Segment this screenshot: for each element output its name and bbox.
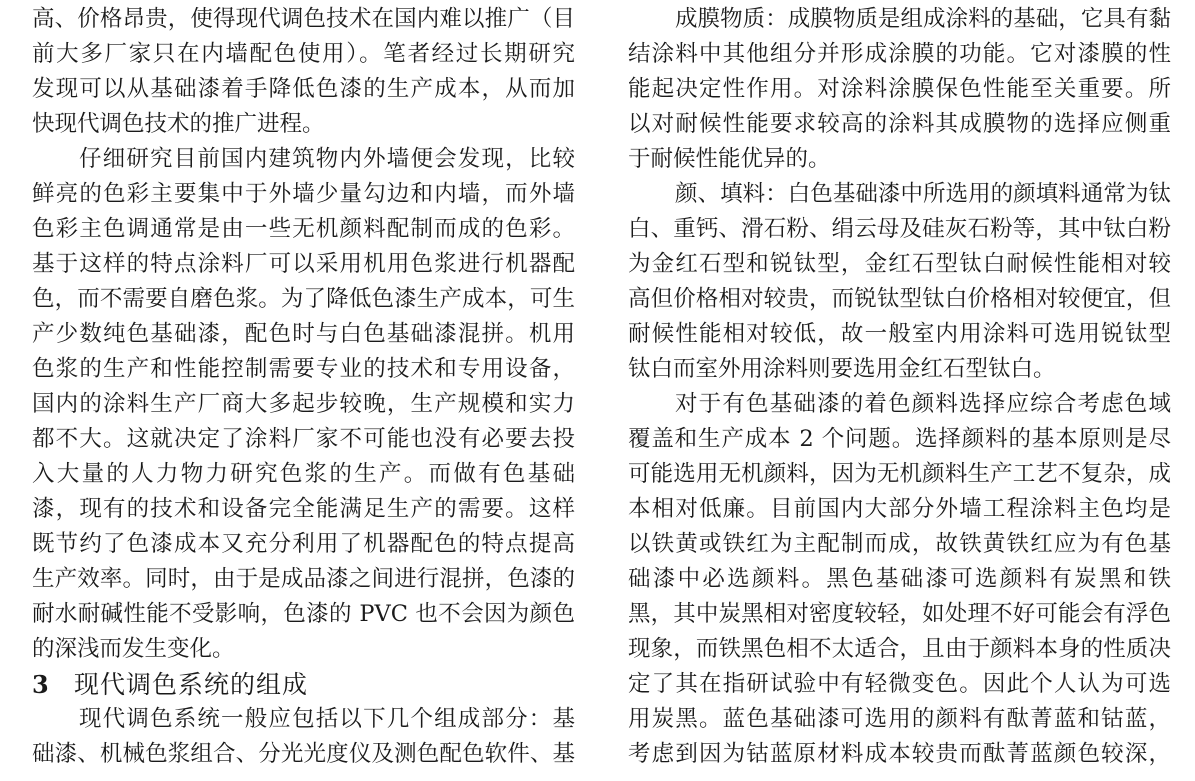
text-line: 础漆中必选颜料。黑色基础漆可选颜料有炭黑和铁 xyxy=(628,566,1171,592)
text-line: 成膜物质：成膜物质是组成涂料的基础，它具有黏 xyxy=(675,6,1171,32)
text-line: 生产效率。同时，由于是成品漆之间进行混拼，色漆的 xyxy=(32,566,575,592)
text-line: 颜、填料：白色基础漆中所选用的颜填料通常为钛 xyxy=(675,181,1171,207)
text-line: 既节约了色漆成本又充分利用了机器配色的特点提高 xyxy=(32,531,575,557)
text-line: 为金红石型和锐钛型，金红石型钛白耐候性能相对较 xyxy=(628,251,1171,277)
text-line: 国内的涂料生产厂商大多起步较晚，生产规模和实力 xyxy=(32,391,575,417)
text-line: 耐候性能相对较低，故一般室内用涂料可选用锐钛型 xyxy=(628,321,1171,347)
left-column xyxy=(32,2,575,772)
right-column xyxy=(628,2,1171,772)
text-line: 漆，现有的技术和设备完全能满足生产的需要。这样 xyxy=(32,496,575,522)
text-line: 可能选用无机颜料，因为无机颜料生产工艺不复杂，成 xyxy=(628,461,1171,487)
paragraph xyxy=(32,2,575,142)
text-line: 白、重钙、滑石粉、绢云母及硅灰石粉等，其中钛白粉 xyxy=(628,216,1171,242)
text-line: 色浆的生产和性能控制需要专业的技术和专用设备， xyxy=(32,356,575,382)
text-line: 鲜亮的色彩主要集中于外墙少量勾边和内墙，而外墙 xyxy=(32,181,575,207)
text-line: 前大多厂家只在内墙配色使用）。笔者经过长期研究 xyxy=(32,41,575,67)
text-line: 高但价格相对较贵，而锐钛型钛白价格相对较便宜，但 xyxy=(628,286,1171,312)
paragraph xyxy=(32,142,575,667)
text-line: 都不大。这就决定了涂料厂家不可能也没有必要去投 xyxy=(32,426,575,452)
text-line: 考虑到因为钴蓝原材料成本较贵而酞菁蓝颜色较深， xyxy=(628,741,1171,767)
text-line: 以对耐候性能要求较高的涂料其成膜物的选择应侧重 xyxy=(628,111,1171,137)
text-line: 对于有色基础漆的着色颜料选择应综合考虑色域 xyxy=(675,391,1171,417)
text-line: 本相对低廉。目前国内大部分外墙工程涂料主色均是 xyxy=(628,496,1171,522)
text-line: 覆盖和生产成本 2 个问题。选择颜料的基本原则是尽 xyxy=(628,426,1171,452)
text-line: 定了其在指研试验中有轻微变色。因此个人认为可选 xyxy=(628,671,1171,697)
text-line: 钛白而室外用涂料则要选用金红石型钛白。 xyxy=(628,356,1056,382)
paragraph xyxy=(628,2,1171,177)
text-line: 结涂料中其他组分并形成涂膜的功能。它对漆膜的性 xyxy=(628,41,1171,67)
text-line: 于耐候性能优异的。 xyxy=(628,146,831,172)
paragraph xyxy=(628,387,1171,772)
text-line: 以铁黄或铁红为主配制而成，故铁黄铁红应为有色基 xyxy=(628,531,1171,557)
text-line: 入大量的人力物力研究色浆的生产。而做有色基础 xyxy=(32,461,575,487)
text-line: 产少数纯色基础漆，配色时与白色基础漆混拼。机用 xyxy=(32,321,575,347)
text-line: 仔细研究目前国内建筑物内外墙便会发现，比较 xyxy=(79,146,575,172)
text-line: 发现可以从基础漆着手降低色漆的生产成本，从而加 xyxy=(32,76,575,102)
section-heading xyxy=(32,667,575,702)
text-line: 现象，而铁黑色相不太适合，且由于颜料本身的性质决 xyxy=(628,636,1171,662)
text-line: 基于这样的特点涂料厂可以采用机用色浆进行机器配 xyxy=(32,251,575,277)
text-line: 耐水耐碱性能不受影响，色漆的 PVC 也不会因为颜色 xyxy=(32,601,575,627)
text-line: 快现代调色技术的推广进程。 xyxy=(32,111,325,137)
text-line: 高、价格昂贵，使得现代调色技术在国内难以推广（目 xyxy=(32,6,575,32)
text-line: 能起决定性作用。对涂料涂膜保色性能至关重要。所 xyxy=(628,76,1171,102)
text-line: 的深浅而发生变化。 xyxy=(32,636,235,662)
text-line: 用炭黑。蓝色基础漆可选用的颜料有酞菁蓝和钴蓝， xyxy=(628,706,1171,732)
text-line: 础漆、机械色浆组合、分光光度仪及测色配色软件、基 xyxy=(32,741,575,767)
text-line: 色彩主色调通常是由一些无机颜料配制而成的色彩。 xyxy=(32,216,575,242)
section-title: 现代调色系统的组成 xyxy=(74,670,309,699)
text-line: 现代调色系统一般应包括以下几个组成部分：基 xyxy=(79,706,575,732)
paragraph xyxy=(628,177,1171,387)
text-line: 色，而不需要自磨色浆。为了降低色漆生产成本，可生 xyxy=(32,286,575,312)
section-number: 3 xyxy=(32,670,49,699)
paragraph xyxy=(32,702,575,772)
text-line: 黑，其中炭黑相对密度较轻，如处理不好可能会有浮色 xyxy=(628,601,1171,627)
